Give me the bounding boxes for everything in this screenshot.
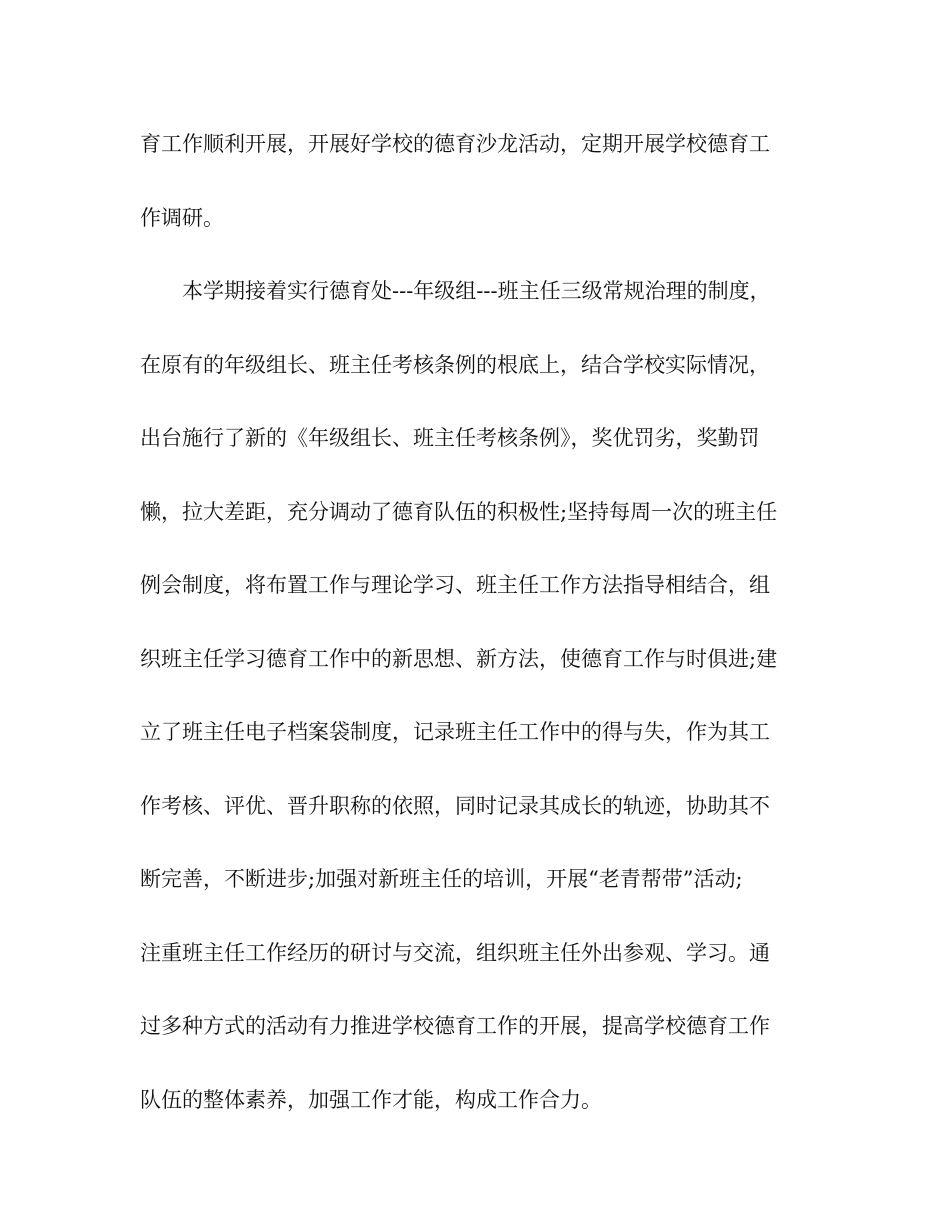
text-line: 在原有的年级组长、班主任考核条例的根底上，结合学校实际情况， <box>140 352 770 377</box>
text-line: 例会制度，将布置工作与理论学习、班主任工作方法指导相结合，组 <box>140 573 770 597</box>
text-line: 过多种方式的活动有力推进学校德育工作的开展，提高学校德育工作 <box>140 1014 770 1038</box>
body-text <box>140 122 820 1151</box>
text-line: 注重班主任工作经历的研讨与交流，组织班主任外出参观、学习。通 <box>140 940 770 965</box>
text-line: 出台施行了新的《年级组长、班主任考核条例》，奖优罚劣，奖勤罚 <box>140 426 760 450</box>
text-line: 织班主任学习德育工作中的新思想、新方法，使德育工作与时俱进;建 <box>140 646 778 671</box>
text-line: 育工作顺利开展，开展好学校的德育沙龙活动，定期开展学校德育工 <box>140 132 770 156</box>
text-line: 懒，拉大差距，充分调动了德育队伍的积极性;坚持每周一次的班主任 <box>140 499 778 524</box>
text-line: 立了班主任电子档案袋制度，记录班主任工作中的得与失，作为其工 <box>140 720 770 744</box>
text-line: 队伍的整体素养，加强工作才能，构成工作合力。 <box>140 1087 602 1112</box>
text-line: 作考核、评优、晋升职称的依照，同时记录其成长的轨迹，协助其不 <box>140 793 770 818</box>
paragraph-start-line: 本学期接着实行德育处---年级组---班主任三级常规治理的制度， <box>182 279 771 303</box>
text-line: 作调研。 <box>140 205 224 230</box>
text-line: 断完善，不断进步;加强对新班主任的培训，开展“老青帮带”活动; <box>140 867 743 891</box>
